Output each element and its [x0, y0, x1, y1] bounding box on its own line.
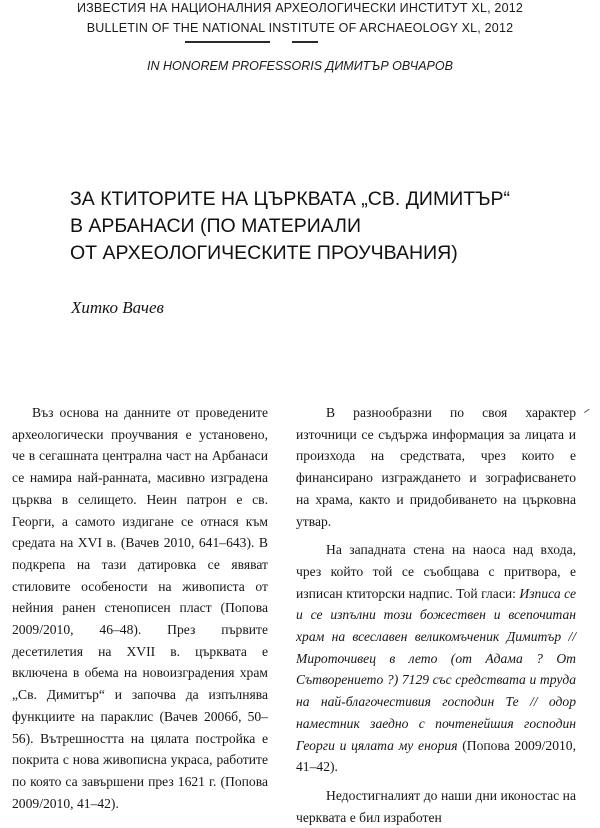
journal-title-bulgarian: ИЗВЕСТИЯ НА НАЦИОНАЛНИЯ АРХЕОЛОГИЧЕСКИ ИНСТИТУТ XL, 2012: [76, 1, 524, 15]
article-title: [70, 186, 590, 267]
scan-mark: [584, 409, 592, 417]
header-rule-right: [292, 41, 318, 43]
donor-inscription-quote: Изписа се и се изпълни този божествен и всепочитан храм на всеславен великомъченик Димитър // Мироточивец в лето (от Адама ? От Сътворението ?) 7129 със средствата и труда на най-благочестивия господин Те // одор наместник заедно с почтенейшия господин Георги и цялата му енория: [296, 585, 576, 753]
journal-title-english: BULLETIN OF THE NATIONAL INSTITUTE OF ARCHAEOLOGY XL, 2012: [86, 21, 514, 35]
paragraph-with-inscription: [296, 539, 576, 778]
paragraph-intro: На западната стена на наоса над входа, чрез който той се съобщава с притвора, е изписан ктиторски надпис. Той гласи:: [296, 542, 576, 601]
article-author: Хитко Вачев: [71, 298, 164, 317]
body-column-right: [296, 402, 576, 828]
paragraph: Недостигналият до наши дни иконостас на черквата е бил изработен: [296, 787, 576, 825]
paragraph: В разнообразни по своя характер източници се съдържа информация за лицата и произхода на средствата, чрез които е финансирано изграждането и зографисването на храма, както и придобиването на църковна утвар.: [296, 405, 576, 529]
body-column-left: [0, 402, 268, 814]
paragraph: Въз основа на данните от проведените археологически проучвания е установено, че в сегашната централна част на Арбанаси се намира най-ранната, масивно изградена църква в селището. Неин патрон е св. Георги, а самото издигане се отнася към средата на XVI в. (Вачев 2010, 641–643). В подкрепа на тази датировка се явяват стиловите особености на живописта от нейния ранен стенописен пласт (Попова 2009/2010, 46–48). През първите десетилетия на XVII в. църквата е включена в обема на новоизградения храм „Св. Димитър“ и започва да изпълнява функциите на параклис (Вачев 2006б, 50–56). Вътрешността на цялата постройка е покрита с нова живописна украса, работите по която са завършени през 1621 г. (Попова 2009/2010, 41–42).: [12, 405, 268, 811]
article-title-line-3: ОТ АРХЕОЛОГИЧЕСКИТЕ ПРОУЧВАНИЯ): [70, 242, 458, 264]
citation: (Попова 2009/2010, 41–42).: [296, 737, 576, 775]
article-title-line-1: ЗА КТИТОРИТЕ НА ЦЪРКВАТА „СВ. ДИМИТЪР“: [70, 188, 511, 210]
article-title-line-2: В АРБАНАСИ (ПО МАТЕРИАЛИ: [70, 215, 361, 237]
festschrift-dedication: IN HONOREM PROFESSORIS ДИМИТЪР ОВЧАРОВ: [147, 59, 453, 73]
header-rule-left: [185, 41, 270, 43]
